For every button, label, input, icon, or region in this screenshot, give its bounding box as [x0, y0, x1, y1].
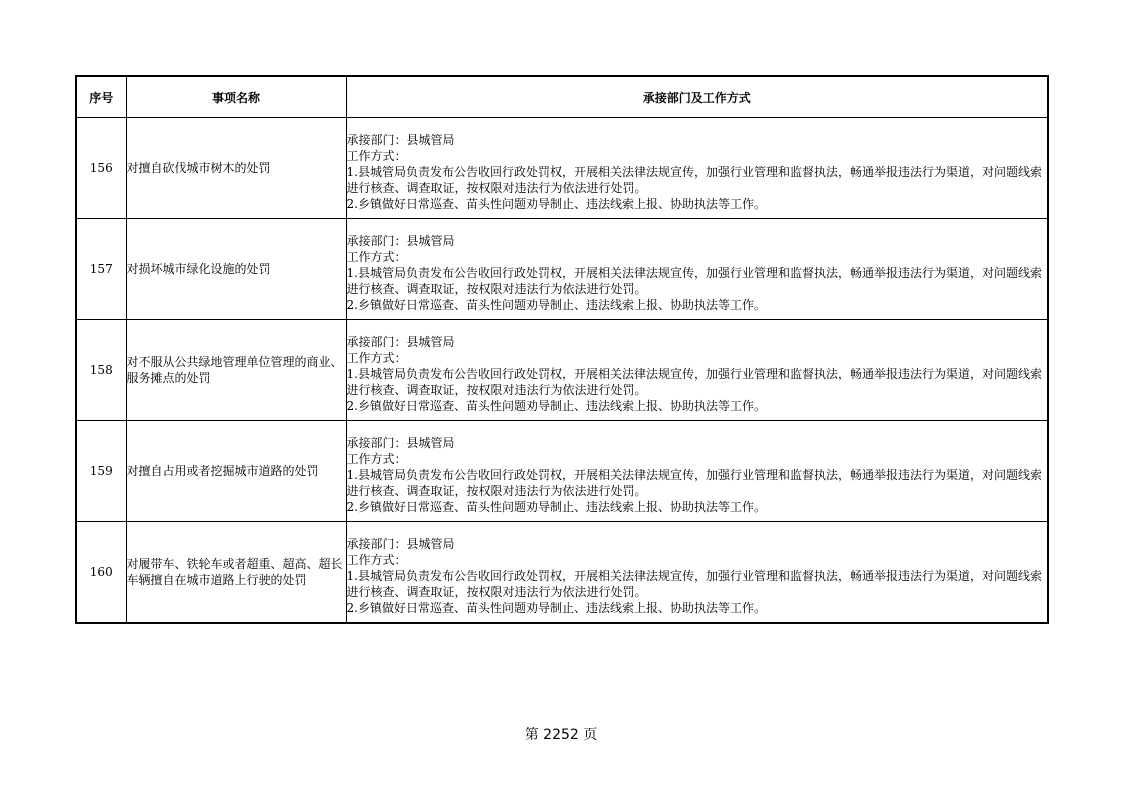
dept-line: 承接部门：县城管局 — [346, 133, 455, 147]
header-seq: 序号 — [76, 76, 126, 118]
method-label: 工作方式： — [346, 553, 407, 567]
row-dept-method — [346, 219, 1048, 320]
row-dept-method — [346, 118, 1048, 219]
method-item-1: 1.县城管局负责发布公告收回行政处罚权，开展相关法律法规宣传，加强行业管理和监督执法，畅通举报违法行为渠道，对问题线索进行核查、调查取证，按权限对违法行为依法进行处罚。 — [346, 468, 1042, 498]
method-label: 工作方式： — [346, 250, 407, 264]
enforcement-table — [75, 75, 1049, 624]
row-item-name: 对履带车、铁轮车或者超重、超高、超长车辆擅自在城市道路上行驶的处罚 — [126, 522, 346, 624]
row-seq: 160 — [76, 522, 126, 624]
row-item-name: 对不服从公共绿地管理单位管理的商业、服务摊点的处罚 — [126, 320, 346, 421]
dept-line: 承接部门：县城管局 — [346, 436, 455, 450]
method-item-1: 1.县城管局负责发布公告收回行政处罚权，开展相关法律法规宣传，加强行业管理和监督执法，畅通举报违法行为渠道，对问题线索进行核查、调查取证，按权限对违法行为依法进行处罚。 — [346, 165, 1042, 195]
row-item-name: 对擅自砍伐城市树木的处罚 — [126, 118, 346, 219]
method-item-2: 2.乡镇做好日常巡查、苗头性问题劝导制止、违法线索上报、协助执法等工作。 — [346, 298, 766, 312]
method-item-2: 2.乡镇做好日常巡查、苗头性问题劝导制止、违法线索上报、协助执法等工作。 — [346, 500, 766, 514]
method-label: 工作方式： — [346, 149, 407, 163]
method-item-2: 2.乡镇做好日常巡查、苗头性问题劝导制止、违法线索上报、协助执法等工作。 — [346, 399, 766, 413]
header-dept: 承接部门及工作方式 — [346, 76, 1048, 118]
row-dept-method — [346, 522, 1048, 624]
method-label: 工作方式： — [346, 452, 407, 466]
row-dept-method — [346, 320, 1048, 421]
method-item-2: 2.乡镇做好日常巡查、苗头性问题劝导制止、违法线索上报、协助执法等工作。 — [346, 601, 766, 615]
dept-line: 承接部门：县城管局 — [346, 234, 455, 248]
header-name: 事项名称 — [126, 76, 346, 118]
table-header-row — [76, 76, 1048, 118]
method-label: 工作方式： — [346, 351, 407, 365]
table-row — [76, 320, 1048, 421]
method-item-2: 2.乡镇做好日常巡查、苗头性问题劝导制止、违法线索上报、协助执法等工作。 — [346, 197, 766, 211]
row-seq: 159 — [76, 421, 126, 522]
method-item-1: 1.县城管局负责发布公告收回行政处罚权，开展相关法律法规宣传，加强行业管理和监督执法，畅通举报违法行为渠道，对问题线索进行核查、调查取证，按权限对违法行为依法进行处罚。 — [346, 266, 1042, 296]
method-item-1: 1.县城管局负责发布公告收回行政处罚权，开展相关法律法规宣传，加强行业管理和监督执法，畅通举报违法行为渠道，对问题线索进行核查、调查取证，按权限对违法行为依法进行处罚。 — [346, 367, 1042, 397]
method-item-1: 1.县城管局负责发布公告收回行政处罚权，开展相关法律法规宣传，加强行业管理和监督执法，畅通举报违法行为渠道，对问题线索进行核查、调查取证，按权限对违法行为依法进行处罚。 — [346, 569, 1042, 599]
table-row — [76, 421, 1048, 522]
row-item-name: 对损坏城市绿化设施的处罚 — [126, 219, 346, 320]
table-row — [76, 522, 1048, 624]
row-seq: 158 — [76, 320, 126, 421]
row-seq: 157 — [76, 219, 126, 320]
dept-line: 承接部门：县城管局 — [346, 335, 455, 349]
row-dept-method — [346, 421, 1048, 522]
dept-line: 承接部门：县城管局 — [346, 537, 455, 551]
page-number: 第 2252 页 — [524, 727, 598, 743]
table-row — [76, 219, 1048, 320]
table-row — [76, 118, 1048, 219]
row-seq: 156 — [76, 118, 126, 219]
row-item-name: 对擅自占用或者挖掘城市道路的处罚 — [126, 421, 346, 522]
